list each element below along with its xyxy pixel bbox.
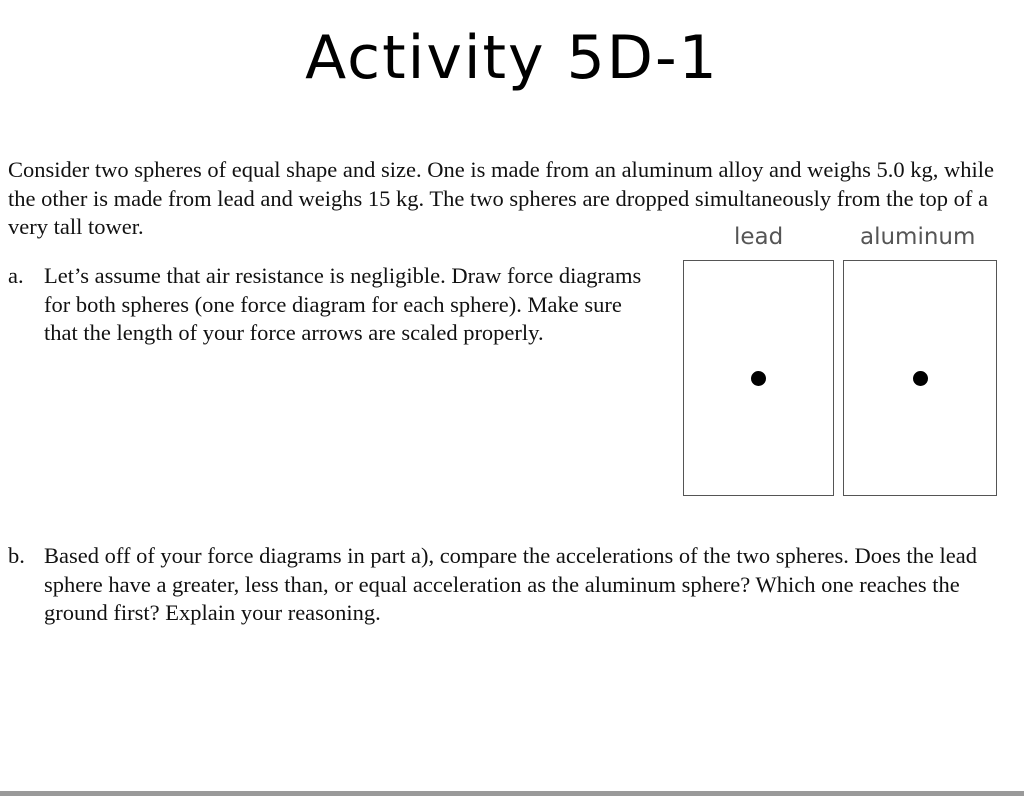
aluminum-sphere-dot: [913, 371, 928, 386]
bottom-edge: [0, 791, 1024, 796]
question-part-a: [8, 262, 648, 348]
part-a-marker: a.: [8, 263, 24, 288]
aluminum-force-diagram-box[interactable]: [843, 260, 997, 496]
part-b-marker: b.: [8, 543, 25, 568]
question-part-b: [8, 542, 1018, 628]
aluminum-label: aluminum: [860, 224, 976, 250]
intro-paragraph: Consider two spheres of equal shape and size. One is made from an aluminum alloy and weighs 5.0 kg, while the other is made from lead and weighs 15 kg. The two spheres are dropped simultaneously from the top of a very tall tower.: [8, 157, 995, 239]
part-b-text: Based off of your force diagrams in part a), compare the accelerations of the two spheres. Does the lead sphere have a greater, less than, or equal acceleration as the aluminum sphere? Which one reaches the ground first? Explain your reasoning.: [44, 543, 977, 625]
lead-label: lead: [734, 224, 784, 250]
part-a-text: Let’s assume that air resistance is negligible. Draw force diagrams for both spheres (one force diagram for each sphere). Make sure that the length of your force arrows are scaled properly.: [44, 263, 642, 345]
lead-sphere-dot: [751, 371, 766, 386]
lead-force-diagram-box[interactable]: [683, 260, 834, 496]
page-title: Activity 5D-1: [305, 23, 719, 93]
